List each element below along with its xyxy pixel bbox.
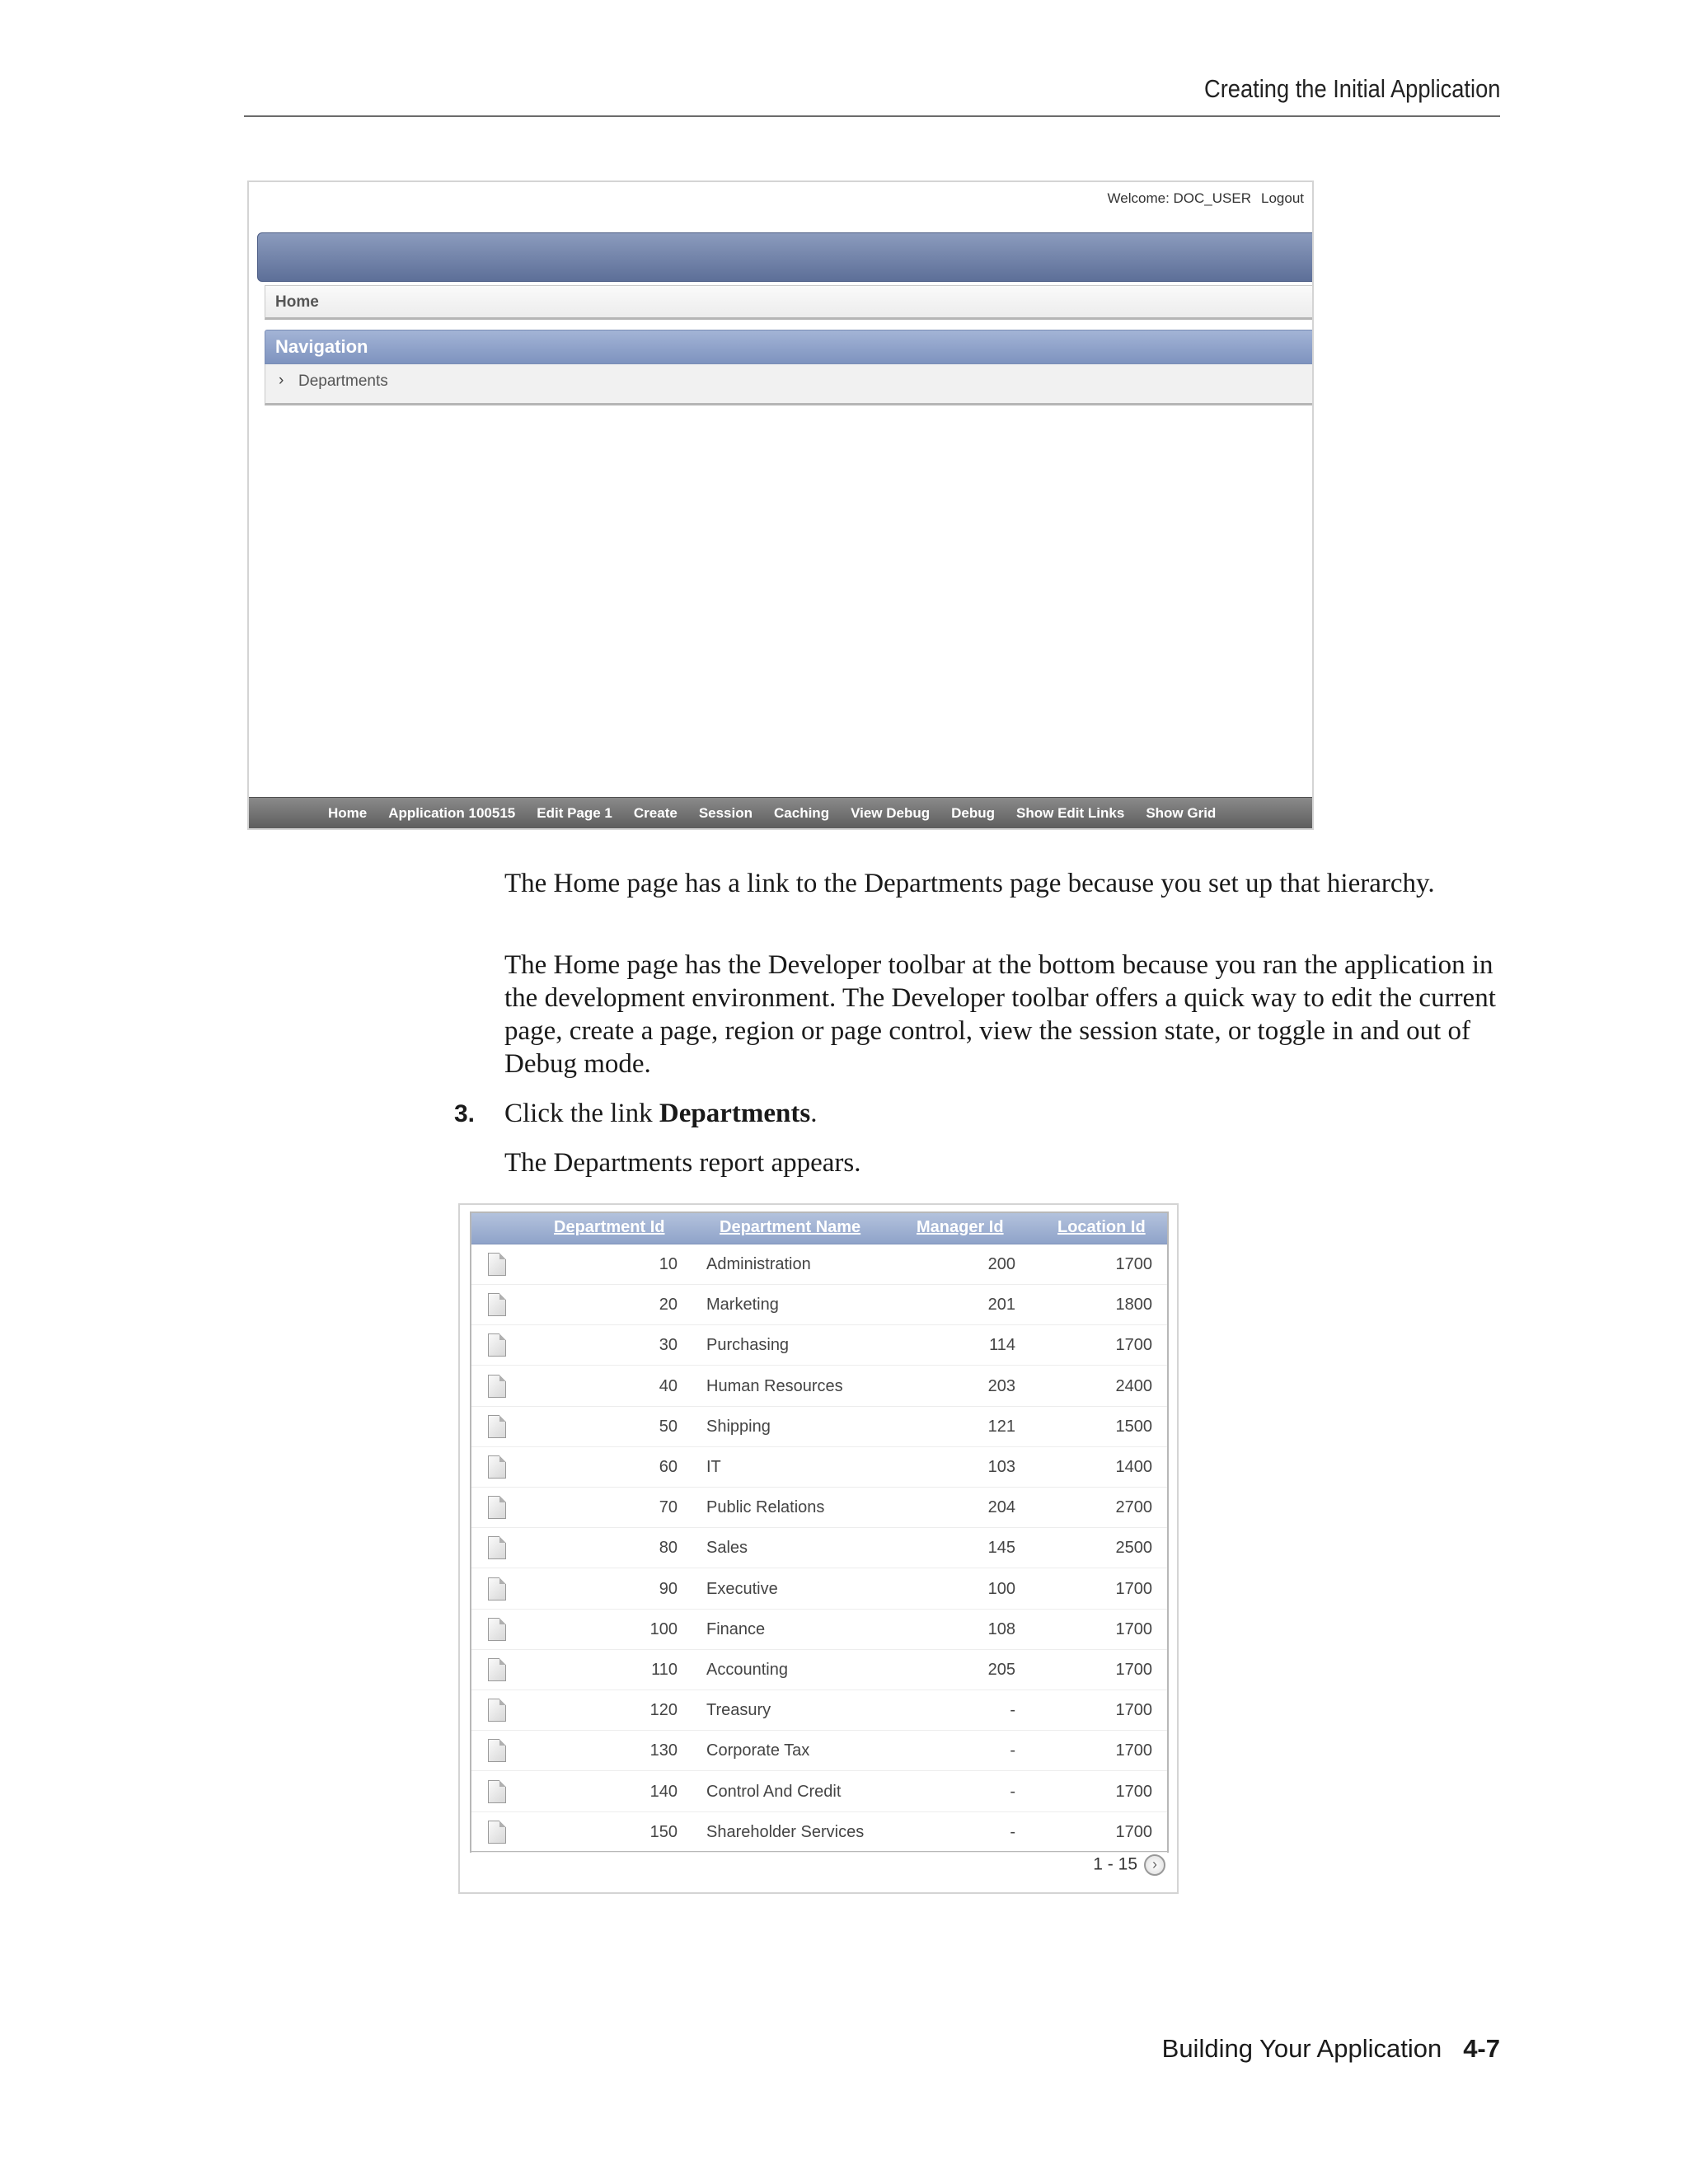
cell-department-name: Corporate Tax: [706, 1741, 810, 1760]
cell-manager-id: 200: [987, 1255, 1015, 1273]
devbar-debug[interactable]: Debug: [951, 804, 996, 821]
cell-manager-id: -: [1010, 1701, 1015, 1720]
cell-department-id: 40: [659, 1376, 678, 1395]
departments-report: [470, 1212, 1169, 1853]
footer-section: Building Your Application: [1161, 2034, 1442, 2063]
document-icon[interactable]: [488, 1415, 506, 1438]
table-row: [471, 1325, 1167, 1366]
cell-department-id: 30: [659, 1336, 678, 1355]
col-department-id[interactable]: Department Id: [554, 1218, 665, 1236]
cell-department-name: Purchasing: [706, 1336, 790, 1355]
table-row: [471, 1285, 1167, 1325]
document-icon[interactable]: [488, 1577, 506, 1601]
document-icon[interactable]: [488, 1455, 506, 1479]
cell-department-name: Control And Credit: [706, 1782, 842, 1801]
cell-manager-id: 121: [987, 1417, 1015, 1436]
table-row: [471, 1731, 1167, 1771]
devbar-home[interactable]: Home: [328, 804, 368, 821]
home-page-screenshot: [247, 180, 1314, 830]
document-icon[interactable]: [488, 1658, 506, 1681]
step-instruction: [504, 1097, 1506, 1130]
cell-department-name: Administration: [706, 1255, 811, 1273]
cell-department-id: 140: [649, 1782, 678, 1801]
document-icon[interactable]: [488, 1821, 506, 1844]
cell-department-name: Finance: [706, 1619, 766, 1638]
cell-manager-id: -: [1010, 1741, 1015, 1760]
document-icon[interactable]: [488, 1375, 506, 1398]
breadcrumb-home[interactable]: Home: [275, 293, 319, 311]
cell-location-id: 1700: [1115, 1336, 1152, 1355]
document-icon[interactable]: [488, 1739, 506, 1762]
cell-manager-id: 203: [987, 1376, 1015, 1395]
cell-manager-id: 100: [987, 1579, 1015, 1598]
navigation-list: [265, 364, 1314, 405]
cell-department-id: 10: [659, 1255, 678, 1273]
devbar-session[interactable]: Session: [698, 804, 753, 821]
cell-department-id: 130: [649, 1741, 678, 1760]
running-header-title: Creating the Initial Application: [1203, 74, 1500, 103]
document-icon[interactable]: [488, 1333, 506, 1357]
table-row: [471, 1366, 1167, 1407]
step-text-prefix: Click the link: [504, 1099, 659, 1128]
cell-manager-id: 108: [987, 1619, 1015, 1638]
cell-location-id: 1700: [1115, 1701, 1152, 1720]
table-row: [471, 1407, 1167, 1447]
table-row: [471, 1447, 1167, 1488]
welcome-bar: [1108, 190, 1304, 207]
cell-department-name: Treasury: [706, 1701, 771, 1720]
cell-location-id: 1800: [1115, 1296, 1152, 1315]
devbar-view-debug[interactable]: View Debug: [851, 804, 931, 821]
logout-link[interactable]: Logout: [1261, 190, 1304, 206]
cell-department-name: Marketing: [706, 1296, 779, 1315]
document-icon[interactable]: [488, 1293, 506, 1316]
cell-location-id: 1700: [1115, 1822, 1152, 1841]
devbar-show-grid[interactable]: Show Grid: [1146, 804, 1217, 821]
devbar-edit-page[interactable]: Edit Page 1: [537, 804, 612, 821]
cell-department-id: 70: [659, 1498, 678, 1517]
pagination-range: 1 - 15: [1093, 1854, 1137, 1874]
devbar-caching[interactable]: Caching: [774, 804, 830, 821]
cell-department-name: Human Resources: [706, 1376, 843, 1395]
cell-manager-id: -: [1010, 1822, 1015, 1841]
cell-manager-id: 204: [987, 1498, 1015, 1517]
cell-location-id: 1700: [1115, 1661, 1152, 1679]
cell-department-id: 100: [649, 1619, 678, 1638]
col-department-name[interactable]: Department Name: [720, 1218, 861, 1236]
cell-department-id: 80: [659, 1539, 678, 1558]
document-icon[interactable]: [488, 1536, 506, 1559]
departments-report-screenshot: [458, 1203, 1179, 1894]
devbar-application[interactable]: Application 100515: [388, 804, 516, 821]
document-icon[interactable]: [488, 1618, 506, 1641]
navigation-title: Navigation: [275, 336, 368, 357]
cell-department-name: Sales: [706, 1539, 748, 1558]
col-manager-id[interactable]: Manager Id: [917, 1218, 1004, 1236]
step-link-departments: Departments: [659, 1099, 811, 1128]
cell-department-name: Shareholder Services: [706, 1822, 865, 1841]
cell-department-id: 120: [649, 1701, 678, 1720]
cell-department-name: Shipping: [706, 1417, 771, 1436]
cell-department-name: Executive: [706, 1579, 778, 1598]
chevron-right-icon[interactable]: ›: [1144, 1854, 1165, 1876]
step-number: 3.: [454, 1100, 476, 1127]
cell-manager-id: 201: [987, 1296, 1015, 1315]
welcome-user: Welcome: DOC_USER: [1107, 190, 1251, 206]
cell-department-id: 60: [659, 1458, 678, 1476]
cell-department-id: 90: [659, 1579, 678, 1598]
table-row: [471, 1569, 1167, 1610]
cell-manager-id: 114: [989, 1336, 1015, 1355]
cell-manager-id: 103: [987, 1458, 1015, 1476]
table-row: [471, 1244, 1167, 1285]
cell-location-id: 2400: [1115, 1376, 1152, 1395]
breadcrumb: [265, 285, 1314, 320]
chevron-right-icon: ›: [279, 372, 284, 389]
navigation-region-header: [265, 330, 1314, 364]
cell-location-id: 1700: [1115, 1782, 1152, 1801]
paragraph-home-link: The Home page has a link to the Departments page because you set up that hierarchy.: [504, 869, 1435, 898]
nav-item-departments[interactable]: Departments: [298, 373, 388, 390]
table-row: [471, 1610, 1167, 1650]
cell-department-id: 50: [659, 1417, 678, 1436]
col-location-id[interactable]: Location Id: [1057, 1218, 1146, 1236]
devbar-create[interactable]: Create: [633, 804, 678, 821]
cell-location-id: 2700: [1115, 1498, 1152, 1517]
cell-manager-id: 205: [987, 1661, 1015, 1679]
cell-location-id: 1500: [1115, 1417, 1152, 1436]
table-row: [471, 1772, 1167, 1812]
cell-location-id: 1700: [1115, 1619, 1152, 1638]
table-row: [471, 1528, 1167, 1568]
table-row: [471, 1690, 1167, 1731]
cell-department-id: 150: [649, 1822, 678, 1841]
cell-location-id: 2500: [1115, 1539, 1152, 1558]
report-header-row: [471, 1213, 1167, 1244]
cell-location-id: 1700: [1115, 1741, 1152, 1760]
cell-location-id: 1700: [1115, 1579, 1152, 1598]
table-row: [471, 1488, 1167, 1528]
step-text-suffix: .: [810, 1099, 818, 1128]
document-icon[interactable]: [488, 1253, 506, 1276]
cell-department-name: IT: [706, 1458, 721, 1476]
cell-location-id: 1400: [1115, 1458, 1152, 1476]
document-icon[interactable]: [488, 1780, 506, 1803]
paragraph-dev-toolbar: The Home page has the Developer toolbar at the bottom because you ran the application in the development environment. The Developer toolbar offers a quick way to edit the current page, create a page, region or page control, view the session state, or toggle in and out of Debug mode.: [504, 950, 1496, 1079]
devbar-show-edit-links[interactable]: Show Edit Links: [1016, 804, 1125, 821]
page-number: 4-7: [1463, 2034, 1500, 2063]
developer-toolbar: [249, 797, 1312, 828]
cell-department-id: 20: [659, 1296, 678, 1315]
table-row: [471, 1650, 1167, 1690]
cell-location-id: 1700: [1115, 1255, 1152, 1273]
running-footer: [1162, 2034, 1500, 2064]
table-row: [471, 1812, 1167, 1853]
paragraph-report-appears: The Departments report appears.: [504, 1148, 861, 1178]
cell-department-name: Public Relations: [706, 1498, 825, 1517]
pagination: [1093, 1854, 1165, 1876]
cell-manager-id: 145: [987, 1539, 1015, 1558]
cell-manager-id: -: [1010, 1782, 1015, 1801]
document-icon[interactable]: [488, 1699, 506, 1722]
cell-department-name: Accounting: [706, 1661, 788, 1679]
document-icon[interactable]: [488, 1496, 506, 1519]
running-header: [244, 68, 1500, 117]
app-header-bar: [257, 232, 1314, 282]
cell-department-id: 110: [651, 1661, 678, 1679]
